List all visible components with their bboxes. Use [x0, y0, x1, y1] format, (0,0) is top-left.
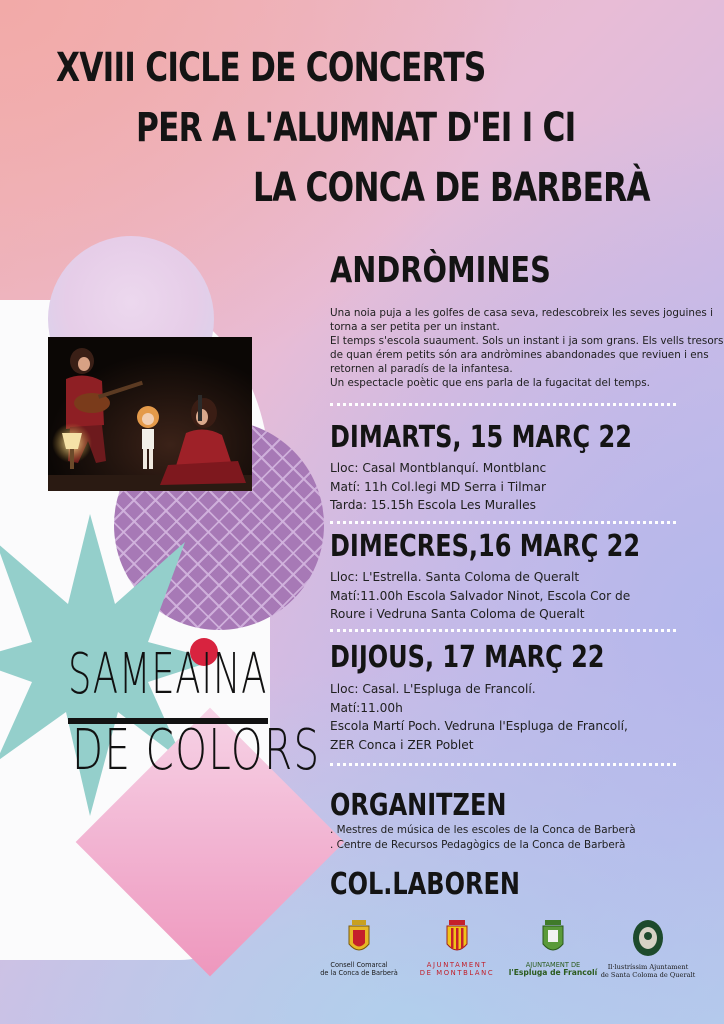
- poster-title-line-2: PER A L'ALUMNAT D'EI I CI: [136, 105, 576, 151]
- logo-text-line-1: SAMEAINA: [68, 642, 268, 707]
- sponsor-consell-comarcal: [304, 918, 414, 977]
- schedule-line: Lloc: L'Estrella. Santa Coloma de Queralt: [330, 570, 580, 584]
- dotted-divider: [330, 763, 676, 766]
- date-heading-day3: DIJOUS, 17 MARÇ 22: [330, 640, 605, 675]
- schedule-line: Roure i Vedruna Santa Coloma de Queralt: [330, 607, 585, 621]
- organizers-list: [330, 823, 636, 853]
- schedule-details-day1: [330, 459, 546, 515]
- sponsor-caption: Consell Comarcal: [330, 961, 388, 969]
- sponsor-ajuntament-espluga: [498, 918, 608, 977]
- organizer-item: . Centre de Recursos Pedagògics de la Conca de Barberà: [330, 839, 626, 851]
- description-line: torna a ser petita per un instant.: [330, 321, 500, 333]
- description-line: Un espectacle poètic que ens parla de la fugacitat del temps.: [330, 377, 650, 389]
- date-heading-day1: DIMARTS, 15 MARÇ 22: [330, 420, 632, 455]
- concert-photo-illustration: [48, 337, 252, 491]
- concert-photo: [48, 337, 252, 491]
- description-line: de quan érem petits són ara andròmines abandonades que reviuen i ens: [330, 349, 709, 361]
- schedule-details-day3: [330, 680, 628, 754]
- sameina-de-colors-logo: [62, 632, 321, 792]
- dotted-divider: [330, 403, 676, 406]
- sponsor-caption: Il·lustríssim Ajuntament: [607, 963, 689, 971]
- sponsor-caption: l'Espluga de Francolí: [508, 968, 598, 977]
- schedule-line: Matí: 11h Col.legi MD Serra i Tilmar: [330, 479, 546, 494]
- coat-of-arms-icon: [344, 918, 374, 958]
- description-line: El temps s'escola suaument. Sols un instant i ja som grans. Els vells tresors: [330, 335, 724, 347]
- dotted-divider: [330, 629, 676, 632]
- sponsor-ajuntament-santa-coloma: [593, 918, 703, 979]
- sponsor-caption: DE MONTBLANC: [419, 969, 495, 977]
- schedule-details-day2: [330, 568, 630, 624]
- sponsor-caption: AJUNTAMENT DE: [525, 961, 581, 969]
- schedule-line: Lloc: Casal Montblanquí. Montblanc: [330, 461, 547, 475]
- schedule-line: Matí:11.00h: [330, 700, 403, 715]
- schedule-line: Lloc: Casal. L'Espluga de Francolí.: [330, 682, 536, 696]
- schedule-line: Tarda: 15.15h Escola Les Muralles: [330, 498, 536, 512]
- sponsor-caption: AJUNTAMENT: [426, 961, 488, 969]
- sponsor-caption: de Santa Coloma de Queralt: [600, 971, 696, 979]
- poster-title-line-3: LA CONCA DE BARBERÀ: [253, 165, 650, 211]
- coat-of-arms-icon: [442, 918, 472, 958]
- organizers-heading: ORGANITZEN: [330, 788, 507, 823]
- schedule-line: Escola Martí Poch. Vedruna l'Espluga de Francolí,: [330, 719, 628, 733]
- sponsor-caption: de la Conca de Barberà: [320, 969, 398, 977]
- dotted-divider: [330, 521, 676, 524]
- description-line: retornen al paradís de la infantesa.: [330, 363, 513, 375]
- sponsor-ajuntament-montblanc: [402, 918, 512, 977]
- date-heading-day2: DIMECRES,16 MARÇ 22: [330, 529, 641, 564]
- description-line: Una noia puja a les golfes de casa seva, redescobreix les seves joguines i: [330, 307, 713, 319]
- schedule-line: ZER Conca i ZER Poblet: [330, 737, 474, 752]
- show-description: [330, 306, 723, 390]
- coat-of-arms-icon: [538, 918, 568, 958]
- schedule-line: Matí:11.00h Escola Salvador Ninot, Escola Cor de: [330, 588, 631, 603]
- coat-of-arms-icon: [631, 918, 665, 960]
- logo-text-line-2: DE COLORS: [72, 718, 321, 783]
- organizer-item: . Mestres de música de les escoles de la Conca de Barberà: [330, 824, 636, 836]
- collaborators-heading: COL.LABOREN: [330, 867, 520, 902]
- poster-title-line-1: XVIII CICLE DE CONCERTS: [56, 45, 486, 91]
- show-title: ANDRÒMINES: [330, 250, 551, 291]
